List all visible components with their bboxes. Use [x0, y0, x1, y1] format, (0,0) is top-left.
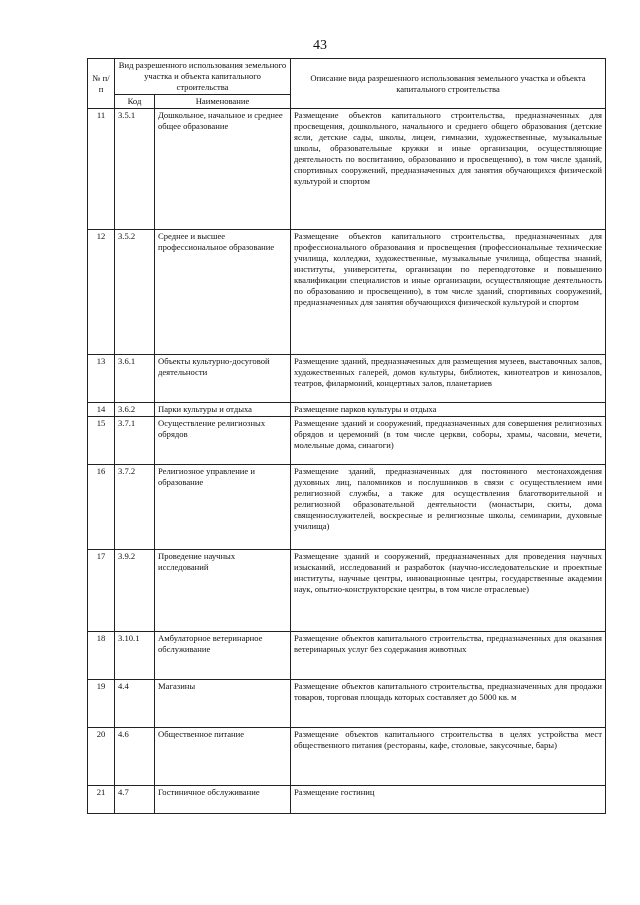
header-num: № п/п	[88, 59, 115, 109]
row-description: Размещение объектов капитального строительства, предназначенных для оказания ветеринарных услуг без содержания животных	[291, 632, 606, 680]
row-code: 4.7	[115, 786, 155, 814]
row-code: 3.5.1	[115, 109, 155, 230]
header-code: Код	[115, 95, 155, 109]
row-number: 16	[88, 465, 115, 550]
table-header-row	[88, 59, 606, 95]
row-description: Размещение гостиниц	[291, 786, 606, 814]
row-code: 4.6	[115, 728, 155, 786]
table-row	[88, 680, 606, 728]
table-row	[88, 728, 606, 786]
row-code: 3.7.1	[115, 417, 155, 465]
row-description: Размещение зданий и сооружений, предназначенных для совершения религиозных обрядов и церемоний (в том числе церкви, соборы, храмы, часовни, мечети, молельные дома, синагоги)	[291, 417, 606, 465]
row-description: Размещение парков культуры и отдыха	[291, 403, 606, 417]
table-row	[88, 109, 606, 230]
row-number: 15	[88, 417, 115, 465]
row-description: Размещение зданий, предназначенных для постоянного местонахождения духовных лиц, паломников и послушников в связи с осуществлением ими религиозной службы, а также для осуществления благотворительной и религиозной образовательной деятельности (монастыри, скиты, дома священнослужителей, воскресные и религиозные школы, семинарии, духовные училища)	[291, 465, 606, 550]
table-row	[88, 403, 606, 417]
row-name: Гостиничное обслуживание	[155, 786, 291, 814]
row-number: 17	[88, 550, 115, 632]
table-row	[88, 230, 606, 355]
row-code: 3.6.1	[115, 355, 155, 403]
row-code: 4.4	[115, 680, 155, 728]
row-name: Проведение научных исследований	[155, 550, 291, 632]
row-number: 14	[88, 403, 115, 417]
header-use-type: Вид разрешенного использования земельного участка и объекта капитального строительства	[115, 59, 291, 95]
row-description: Размещение зданий и сооружений, предназначенных для проведения научных изысканий, исследований и разработок (научно-исследовательские и проектные институты, научные центры, инновационные центры, государственные академии наук, опытно-конструкторские центры, в том числе отраслевые)	[291, 550, 606, 632]
table-row	[88, 417, 606, 465]
row-number: 11	[88, 109, 115, 230]
row-code: 3.7.2	[115, 465, 155, 550]
row-number: 12	[88, 230, 115, 355]
row-code: 3.10.1	[115, 632, 155, 680]
table-row	[88, 632, 606, 680]
row-name: Амбулаторное ветеринарное обслуживание	[155, 632, 291, 680]
table-row	[88, 786, 606, 814]
header-name: Наименование	[155, 95, 291, 109]
row-number: 13	[88, 355, 115, 403]
row-number: 18	[88, 632, 115, 680]
row-description: Размещение объектов капитального строительства в целях устройства мест общественного питания (рестораны, кафе, столовые, закусочные, бары)	[291, 728, 606, 786]
header-description: Описание вида разрешенного использования земельного участка и объекта капитального строительства	[291, 59, 606, 109]
page-number: 43	[313, 38, 327, 53]
row-number: 20	[88, 728, 115, 786]
table-row	[88, 465, 606, 550]
row-description: Размещение объектов капитального строительства, предназначенных для просвещения, дошкольного, начального и среднего общего образования (детские ясли, детские сады, школы, лицеи, гимназии, художественные, музыкальные школы, образовательные кружки и иные организации, осуществляющие деятельность по воспитанию, образованию и просвещению), в том числе зданий, спортивных сооружений, предназначенных для занятия обучающихся физической культурой и спортом	[291, 109, 606, 230]
row-name: Среднее и высшее профессиональное образование	[155, 230, 291, 355]
row-name: Магазины	[155, 680, 291, 728]
row-name: Осуществление религиозных обрядов	[155, 417, 291, 465]
table-row	[88, 355, 606, 403]
row-name: Общественное питание	[155, 728, 291, 786]
row-description: Размещение объектов капитального строительства, предназначенных для профессионального образования и просвещения (профессиональные технические училища, колледжи, художественные, музыкальные училища, общества знаний, институты, университеты, организации по переподготовке и повышению квалификации специалистов и иные организации, осуществляющие деятельность по образованию и просвещению), в том числе зданий, спортивных сооружений, предназначенных для занятия обучающихся физической культурой и спортом	[291, 230, 606, 355]
row-name: Парки культуры и отдыха	[155, 403, 291, 417]
land-use-table	[87, 58, 606, 814]
row-description: Размещение объектов капитального строительства, предназначенных для продажи товаров, торговая площадь которых составляет до 5000 кв. м	[291, 680, 606, 728]
row-number: 21	[88, 786, 115, 814]
row-code: 3.6.2	[115, 403, 155, 417]
table-row	[88, 550, 606, 632]
row-name: Дошкольное, начальное и среднее общее образование	[155, 109, 291, 230]
row-code: 3.5.2	[115, 230, 155, 355]
row-code: 3.9.2	[115, 550, 155, 632]
row-name: Объекты культурно-досуговой деятельности	[155, 355, 291, 403]
row-description: Размещение зданий, предназначенных для размещения музеев, выставочных залов, художественных галерей, домов культуры, библиотек, кинотеатров и кинозалов, театров, филармоний, концертных залов, планетариев	[291, 355, 606, 403]
row-name: Религиозное управление и образование	[155, 465, 291, 550]
row-number: 19	[88, 680, 115, 728]
